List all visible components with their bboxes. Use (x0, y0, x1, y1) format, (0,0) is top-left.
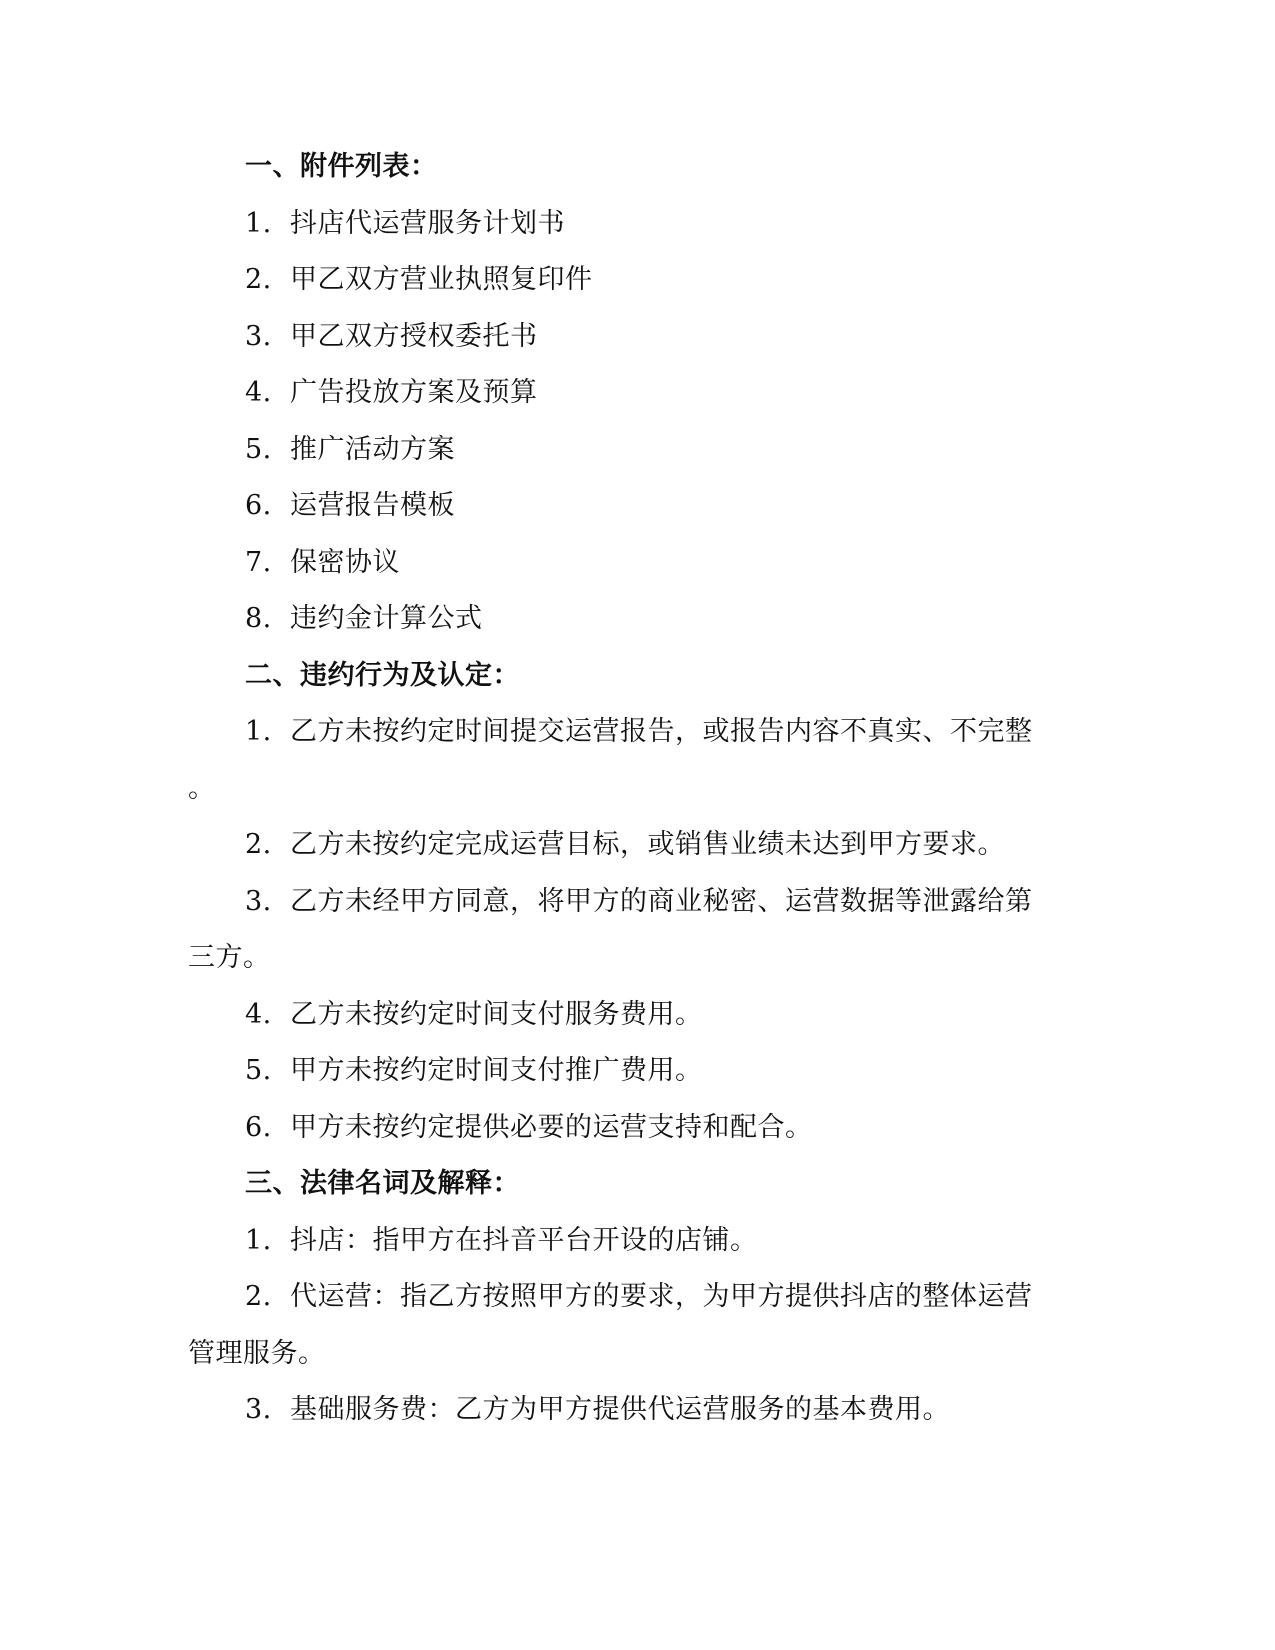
list-item (188, 817, 1073, 874)
item-text: 抖店代运营服务计划书 (290, 207, 565, 239)
list-item (188, 309, 1073, 366)
item-number: 2. (245, 264, 272, 295)
section-heading-legal-terms: 三、法律名词及解释： (245, 1168, 520, 1199)
item-number: 1. (245, 1224, 272, 1256)
list-item (188, 252, 1073, 309)
item-number: 6. (245, 490, 272, 521)
item-text: 乙方未经甲方同意，将甲方的商业秘密、运营数据等泄露给第 (290, 885, 1033, 917)
item-text: 推广活动方案 (290, 433, 455, 465)
list-item (188, 704, 1073, 761)
item-number: 1. (245, 207, 272, 239)
item-number: 3. (245, 320, 272, 352)
item-number: 8. (245, 603, 272, 634)
item-number: 2. (245, 1281, 272, 1312)
list-item (188, 535, 1073, 592)
item-text: 运营报告模板 (290, 490, 455, 521)
item-number: 4. (245, 377, 272, 408)
list-item (188, 422, 1073, 479)
list-item (188, 1269, 1073, 1326)
item-number: 4. (245, 998, 272, 1030)
item-text: 广告投放方案及预算 (290, 377, 538, 408)
list-item (188, 874, 1073, 931)
item-number: 6. (245, 1111, 272, 1143)
item-continuation: 管理服务。 (188, 1337, 326, 1369)
section-heading-breach: 二、违约行为及认定： (245, 659, 520, 691)
item-number: 3. (245, 1394, 272, 1425)
item-text: 代运营：指乙方按照甲方的要求，为甲方提供抖店的整体运营 (290, 1281, 1033, 1312)
item-text: 甲方未按约定时间支付推广费用。 (290, 1055, 703, 1086)
item-text: 甲乙双方营业执照复印件 (290, 264, 593, 295)
list-item (188, 365, 1073, 422)
item-continuation: 三方。 (188, 942, 271, 973)
section-heading-attachments: 一、附件列表： (245, 151, 438, 182)
list-item (188, 478, 1073, 535)
item-text: 乙方未按约定时间支付服务费用。 (290, 998, 703, 1030)
item-text: 甲乙双方授权委托书 (290, 320, 538, 352)
item-text: 抖店：指甲方在抖音平台开设的店铺。 (290, 1224, 758, 1256)
item-number: 2. (245, 829, 272, 860)
item-number: 7. (245, 546, 272, 578)
list-item (188, 591, 1073, 648)
item-number: 5. (245, 433, 272, 465)
list-item (188, 1382, 1073, 1439)
list-item (188, 1100, 1073, 1157)
list-item (188, 987, 1073, 1044)
item-text: 基础服务费：乙方为甲方提供代运营服务的基本费用。 (290, 1394, 950, 1425)
item-text: 乙方未按约定完成运营目标，或销售业绩未达到甲方要求。 (290, 829, 1005, 860)
item-text: 甲方未按约定提供必要的运营支持和配合。 (290, 1111, 813, 1143)
list-item (188, 1043, 1073, 1100)
item-text: 乙方未按约定时间提交运营报告，或报告内容不真实、不完整 (290, 716, 1033, 747)
list-item (188, 1213, 1073, 1270)
item-continuation: 。 (188, 772, 216, 804)
item-number: 5. (245, 1055, 272, 1086)
list-item (188, 196, 1073, 253)
item-text: 违约金计算公式 (290, 603, 483, 634)
item-number: 3. (245, 885, 272, 917)
item-text: 保密协议 (290, 546, 400, 578)
item-number: 1. (245, 716, 272, 747)
